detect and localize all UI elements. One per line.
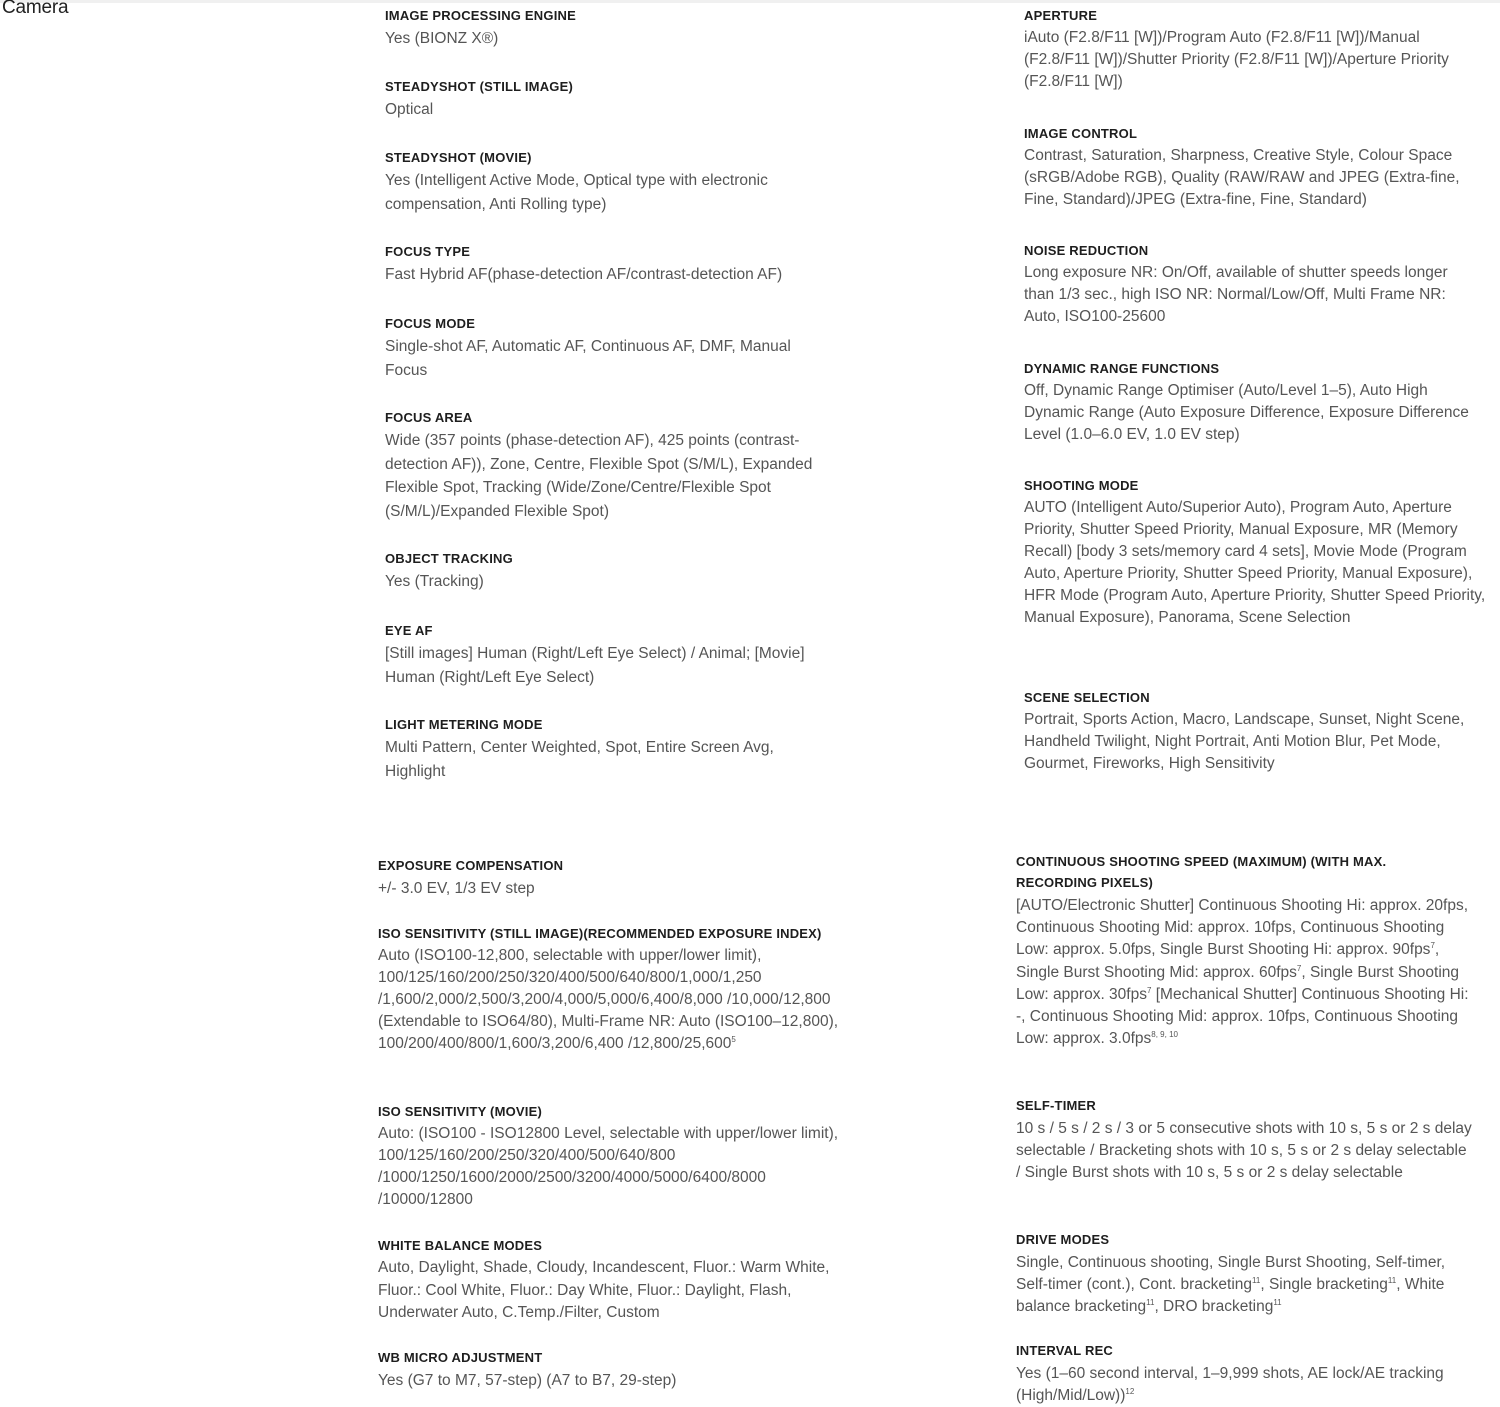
drive-text-2: , Single bracketing — [1260, 1276, 1388, 1294]
footnote-marker: 11 — [1252, 1276, 1261, 1286]
spec-label: NOISE REDUCTION — [1024, 243, 1149, 258]
spec-value: Off, Dynamic Range Optimiser (Auto/Level 1–5), Auto High Dynamic Range (Auto Exposure Difference, Exposure Difference Level (1.0–6.0 EV, 1.0 EV step) — [1024, 382, 1469, 443]
spec-focus-mode — [385, 314, 855, 382]
spec-value: Portrait, Sports Action, Macro, Landscape, Sunset, Night Scene, Handheld Twilight, Night Portrait, Anti Motion Blur, Pet Mode, Gourmet, Fireworks, High Sensitivity — [1024, 711, 1465, 772]
spec-label: INTERVAL REC — [1016, 1343, 1114, 1358]
spec-iso-sensitivity-movie — [378, 1102, 848, 1211]
spec-label: DRIVE MODES — [1016, 1232, 1110, 1247]
spec-self-timer — [1016, 1095, 1486, 1196]
spec-value: Auto: (ISO100 - ISO12800 Level, selectable with upper/lower limit), 100/125/160/200/250/320/400/500/640/800 /1000/1250/1600/2000/2500/3200/4000/5000/6400/8000 /10000/12800 — [378, 1125, 839, 1208]
spec-label: SELF-TIMER — [1016, 1098, 1096, 1113]
spec-value: Contrast, Saturation, Sharpness, Creative Style, Colour Space (sRGB/Adobe RGB), Quality (RAW/RAW and JPEG (Extra-fine, Fine, Standard)/JPEG (Extra-fine, Fine, Standard) — [1024, 147, 1460, 208]
spec-scene-selection — [1024, 688, 1486, 775]
spec-dynamic-range-functions — [1024, 359, 1486, 446]
spec-value: [Still images] Human (Right/Left Eye Select) / Animal; [Movie] Human (Right/Left Eye Select) — [385, 645, 805, 686]
drive-text-4: , DRO bracketing — [1154, 1298, 1274, 1316]
spec-aperture — [1024, 6, 1486, 93]
footnote-marker: 5 — [731, 1034, 736, 1044]
footnote-marker: 12 — [1125, 1387, 1135, 1397]
spec-exposure-compensation — [378, 856, 848, 901]
spec-label: ISO SENSITIVITY (STILL IMAGE)(RECOMMENDED EXPOSURE INDEX) — [378, 926, 822, 941]
spec-eye-af — [385, 621, 855, 689]
spec-wb-micro-adjustment — [378, 1348, 848, 1393]
footnote-marker: 11 — [1387, 1276, 1397, 1286]
spec-value: Multi Pattern, Center Weighted, Spot, Entire Screen Avg, Highlight — [385, 739, 774, 780]
spec-label: FOCUS TYPE — [385, 244, 471, 259]
footnote-marker: 11 — [1273, 1298, 1282, 1308]
spec-label: EXPOSURE COMPENSATION — [378, 858, 564, 873]
spec-value — [1016, 895, 1474, 1050]
spec-value: Yes (Intelligent Active Mode, Optical type with electronic compensation, Anti Rolling type) — [385, 172, 768, 213]
top-divider — [0, 0, 1500, 3]
continuous-text-2: , Single Burst Shooting Mid: approx. 60fps — [1016, 941, 1440, 981]
spec-value: Yes (Tracking) — [385, 573, 484, 590]
footnote-marker: 7 — [1146, 985, 1152, 995]
spec-label: SCENE SELECTION — [1024, 690, 1150, 705]
spec-label: WHITE BALANCE MODES — [378, 1238, 543, 1253]
spec-label: CONTINUOUS SHOOTING SPEED (MAXIMUM) (WITH MAX. RECORDING PIXELS) — [1016, 854, 1387, 890]
spec-label: APERTURE — [1024, 8, 1098, 23]
spec-value — [1016, 1363, 1478, 1407]
spec-label: WB MICRO ADJUSTMENT — [378, 1350, 543, 1365]
spec-value — [1016, 1252, 1464, 1319]
footnote-marker: 8, 9, 10 — [1151, 1030, 1178, 1040]
spec-value: Optical — [385, 101, 434, 118]
spec-label: ISO SENSITIVITY (MOVIE) — [378, 1104, 542, 1119]
continuous-text-4: [Mechanical Shutter] Continuous Shooting Hi: -, Continuous Shooting Mid: approx. 10fps, Continuous Shooting Low: approx. 3.0fps — [1016, 985, 1469, 1048]
continuous-text-1: [AUTO/Electronic Shutter] Continuous Shooting Hi: approx. 20fps, Continuous Shooting Mid: approx. 10fps, Continuous Shooting Low: approx. 5.0fps, Single Burst Shooting Hi: approx. 90fps — [1016, 897, 1469, 959]
spec-continuous-shooting-speed — [1016, 851, 1486, 1050]
spec-value: 10 s / 5 s / 2 s / 3 or 5 consecutive shots with 10 s, 5 s or 2 s delay selectable / Bracketing shots with 10 s, 5 s or 2 s delay selectable / Single Burst shots with 10 s, 5 s or 2 s delay selectable — [1016, 1120, 1472, 1182]
spec-label: STEADYSHOT (STILL IMAGE) — [385, 79, 574, 94]
spec-label: STEADYSHOT (MOVIE) — [385, 150, 532, 165]
spec-value: Fast Hybrid AF(phase-detection AF/contrast-detection AF) — [385, 266, 783, 283]
spec-value: Wide (357 points (phase-detection AF), 425 points (contrast-detection AF)), Zone, Centre, Flexible Spot (S/M/L), Expanded Flexible Spot, Tracking (Wide/Zone/Centre/Flexible Spot (S/M/L)/Expanded Flexible Spot) — [385, 432, 813, 520]
spec-image-processing-engine — [385, 6, 855, 51]
spec-interval-rec — [1016, 1340, 1486, 1407]
spec-value: Yes (G7 to M7, 57-step) (A7 to B7, 29-step) — [378, 1372, 677, 1389]
spec-shooting-mode — [1024, 476, 1486, 629]
spec-label: FOCUS MODE — [385, 316, 476, 331]
drive-text-3: , White balance bracketing — [1016, 1276, 1445, 1316]
spec-value: Auto, Daylight, Shade, Cloudy, Incandescent, Fluor.: Warm White, Fluor.: Cool White, Fluor.: Day White, Fluor.: Daylight, Flash, Underwater Auto, C.Temp./Filter, Custom — [378, 1259, 830, 1321]
interval-text: Yes (1–60 second interval, 1–9,999 shots, AE lock/AE tracking (High/Mid/Low)) — [1016, 1365, 1444, 1405]
spec-label: SHOOTING MODE — [1024, 478, 1139, 493]
footnote-marker: 11 — [1146, 1298, 1155, 1308]
spec-label: IMAGE PROCESSING ENGINE — [385, 8, 576, 23]
spec-label: EYE AF — [385, 623, 433, 638]
spec-value: Long exposure NR: On/Off, available of shutter speeds longer than 1/3 sec., high ISO NR: Normal/Low/Off, Multi Frame NR: Auto, ISO100-25600 — [1024, 264, 1448, 325]
spec-label: FOCUS AREA — [385, 410, 473, 425]
spec-steadyshot-still — [385, 77, 855, 122]
iso-still-value-text: Auto (ISO100-12,800, selectable with upper/lower limit), 100/125/160/200/250/320/400/500/640/800/1,000/1,250 /1,600/2,000/2,500/3,200/4,000/5,000/6,400/8,000 /10,000/12,800 (Extendable to ISO64/80), Multi-Frame NR: Auto (ISO100–12,800), 100/200/400/800/1,600/3,200/6,400 /12,800/25,600 — [378, 947, 839, 1052]
drive-text-1: Single, Continuous shooting, Single Burst Shooting, Self-timer, Self-timer (cont.), Cont. bracketing — [1016, 1254, 1446, 1294]
spec-label: IMAGE CONTROL — [1024, 126, 1138, 141]
spec-focus-area — [385, 408, 855, 523]
spec-steadyshot-movie — [385, 148, 855, 216]
spec-value: +/- 3.0 EV, 1/3 EV step — [378, 880, 535, 897]
section-title: Camera — [2, 0, 69, 18]
spec-value: AUTO (Intelligent Auto/Superior Auto), Program Auto, Aperture Priority, Shutter Speed Priority, Manual Exposure, MR (Memory Recall) [body 3 sets/memory card 4 sets], Movie Mode (Program Auto, Aperture Priority, Shutter Speed Priority, Manual Exposure), HFR Mode (Program Auto, Aperture Priority, Shutter Speed Priority, Manual Exposure), Panorama, Scene Selection — [1024, 499, 1486, 626]
footnote-marker: 7 — [1430, 941, 1435, 951]
spec-iso-sensitivity-still — [378, 924, 848, 1055]
spec-noise-reduction — [1024, 241, 1486, 328]
spec-value: Yes (BIONZ X®) — [385, 30, 499, 47]
footnote-marker: 7 — [1296, 963, 1302, 973]
spec-focus-type — [385, 242, 855, 287]
spec-label: OBJECT TRACKING — [385, 551, 513, 566]
spec-drive-modes — [1016, 1229, 1486, 1319]
spec-light-metering-mode — [385, 715, 855, 783]
spec-value: Single-shot AF, Automatic AF, Continuous AF, DMF, Manual Focus — [385, 338, 791, 379]
spec-label: LIGHT METERING MODE — [385, 717, 543, 732]
continuous-text-3: , Single Burst Shooting Low: approx. 30fps — [1016, 963, 1460, 1003]
spec-value: iAuto (F2.8/F11 [W])/Program Auto (F2.8/F11 [W])/Manual (F2.8/F11 [W])/Shutter Priority (F2.8/F11 [W])/Aperture Priority (F2.8/F11 [W]) — [1024, 29, 1449, 90]
spec-label: DYNAMIC RANGE FUNCTIONS — [1024, 361, 1220, 376]
spec-image-control — [1024, 124, 1486, 211]
spec-value — [378, 945, 843, 1055]
spec-white-balance-modes — [378, 1236, 848, 1325]
spec-object-tracking — [385, 549, 855, 594]
